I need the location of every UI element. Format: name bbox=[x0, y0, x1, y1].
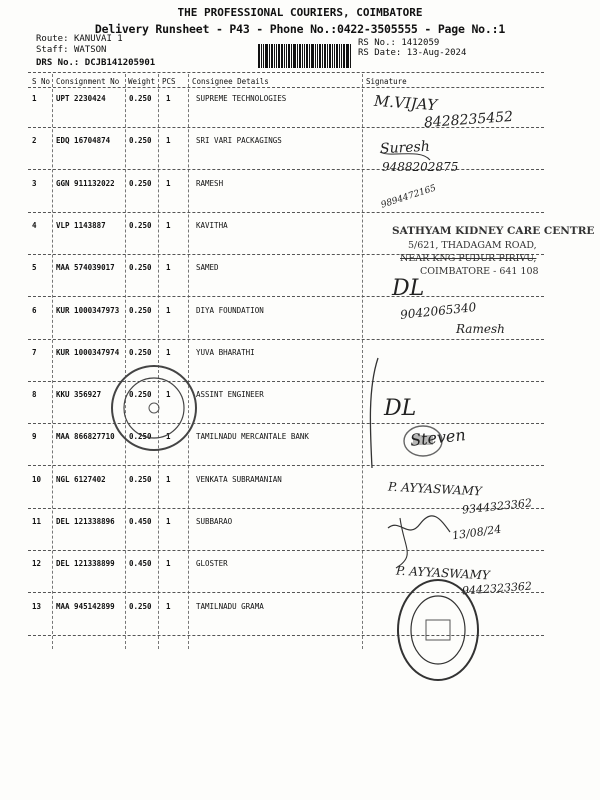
route-value: KANUVAI 1 bbox=[73, 34, 123, 44]
barcode-bar bbox=[324, 44, 326, 68]
row-consignee: SAMED bbox=[196, 263, 219, 273]
barcode-bar bbox=[319, 44, 321, 68]
route-line bbox=[36, 34, 123, 44]
rs-no-line bbox=[358, 38, 439, 48]
signature-11-date: 13/08/24 bbox=[451, 522, 503, 543]
row-sno: 13 bbox=[32, 601, 42, 611]
row-weight: 0.250 bbox=[129, 432, 152, 442]
col-divider bbox=[52, 74, 53, 649]
row-consignee: GLOSTER bbox=[196, 559, 228, 569]
barcode-bar bbox=[265, 44, 268, 68]
row-consignee: ASSINT ENGINEER bbox=[196, 390, 264, 400]
signature-11-phone: 9344323362 bbox=[461, 496, 533, 517]
barcode-bar bbox=[278, 44, 280, 68]
barcode-bar bbox=[317, 44, 318, 68]
stamp-line-3: NEAR KNG PUDUR PIRIVU, bbox=[400, 253, 537, 264]
row-consignment-no: EDQ 16704874 bbox=[56, 136, 111, 146]
barcode-bar bbox=[332, 44, 333, 68]
row-consignee: SUPREME TECHNOLOGIES bbox=[196, 94, 287, 103]
signature-8: DL bbox=[384, 396, 417, 421]
col-pcs: PCS bbox=[162, 77, 176, 86]
row-weight: 0.450 bbox=[129, 559, 152, 569]
row-sno: 3 bbox=[32, 178, 37, 188]
row-weight: 0.250 bbox=[129, 347, 152, 357]
staff-value: WATSON bbox=[73, 45, 107, 55]
barcode-bar bbox=[341, 44, 342, 68]
route-label: Route: bbox=[36, 34, 69, 44]
row-sno: 2 bbox=[32, 136, 37, 146]
barcode-bar bbox=[274, 44, 275, 68]
col-weight: Weight bbox=[128, 77, 156, 86]
row-pcs: 1 bbox=[166, 474, 171, 484]
barcode-bar bbox=[302, 44, 303, 68]
table-top-rule bbox=[28, 72, 544, 73]
row-sno: 9 bbox=[32, 432, 37, 442]
row-pcs: 1 bbox=[166, 263, 171, 273]
row-sno: 7 bbox=[32, 347, 37, 357]
company-title: THE PROFESSIONAL COURIERS, COIMBATORE bbox=[177, 6, 423, 19]
row-pcs: 1 bbox=[166, 601, 171, 611]
barcode-bar bbox=[334, 44, 335, 68]
barcode-bar bbox=[306, 44, 308, 68]
row-consignee: SUBBARAO bbox=[196, 517, 233, 526]
rs-no-value: 1412059 bbox=[401, 38, 440, 48]
row-consignment-no: KUR 1000347973 bbox=[56, 305, 120, 315]
row-pcs: 1 bbox=[166, 559, 171, 569]
staff-line bbox=[36, 45, 106, 55]
row-consignment-no: UPT 2230424 bbox=[56, 94, 106, 103]
row-sno: 12 bbox=[32, 559, 42, 569]
signature-12-name: P. AYYASWAMY bbox=[395, 563, 491, 583]
row-weight: 0.250 bbox=[129, 136, 152, 146]
barcode-bar bbox=[297, 44, 298, 68]
row-consignment-no: GGN 911132022 bbox=[56, 178, 115, 188]
row-consignment-no: NGL 6127402 bbox=[56, 474, 106, 484]
row-sno: 4 bbox=[32, 220, 37, 230]
row-sno: 5 bbox=[32, 263, 37, 273]
row-weight: 0.450 bbox=[129, 517, 152, 526]
row-pcs: 1 bbox=[166, 136, 171, 146]
row-pcs: 1 bbox=[166, 390, 171, 400]
signature-2-phone: 9488202875 bbox=[382, 160, 459, 174]
row-consignee: DIYA FOUNDATION bbox=[196, 305, 264, 315]
round-stamp-1 bbox=[108, 362, 200, 454]
row-consignment-no: KKU 356927 bbox=[56, 390, 102, 400]
row-pcs: 1 bbox=[166, 220, 171, 230]
col-signature: Signature bbox=[366, 77, 407, 86]
barcode-bar bbox=[322, 44, 323, 68]
row-weight: 0.250 bbox=[129, 474, 152, 484]
stamp-line-2: 5/621, THADAGAM ROAD, bbox=[408, 240, 537, 251]
stamp-line-4: COIMBATORE - 641 108 bbox=[420, 266, 539, 277]
barcode-bar bbox=[315, 44, 316, 68]
barcode-bar bbox=[271, 44, 273, 68]
barcode-bar bbox=[276, 44, 277, 68]
barcode-bar bbox=[261, 44, 262, 68]
row-weight: 0.250 bbox=[129, 390, 152, 400]
rs-date-label: RS Date: bbox=[358, 48, 402, 58]
row-weight: 0.250 bbox=[129, 178, 152, 188]
row-pcs: 1 bbox=[166, 178, 171, 188]
barcode-bar bbox=[304, 44, 305, 68]
barcode-bar bbox=[288, 44, 290, 68]
row-consignee: TAMILNADU MERCANTALE BANK bbox=[196, 432, 309, 442]
row-consignment-no: MAA 945142899 bbox=[56, 601, 115, 611]
drs-line bbox=[36, 58, 155, 68]
row-sno: 10 bbox=[32, 474, 42, 484]
row-weight: 0.250 bbox=[129, 601, 152, 611]
signature-10: P. AYYASWAMY bbox=[387, 479, 483, 499]
barcode-bar bbox=[346, 44, 349, 68]
row-sno: 1 bbox=[32, 94, 37, 103]
barcode-bar bbox=[263, 44, 264, 68]
rs-no-label: RS No.: bbox=[358, 38, 396, 48]
rs-date-value: 13-Aug-2024 bbox=[406, 48, 467, 58]
row-pcs: 1 bbox=[166, 347, 171, 357]
barcode-bar bbox=[269, 44, 270, 68]
row-consignee: RAMESH bbox=[196, 178, 224, 188]
signature-5: DL bbox=[392, 276, 425, 301]
row-pcs: 1 bbox=[166, 94, 171, 103]
signature-1-name: M.VIJAY bbox=[373, 91, 438, 115]
row-consignment-no: DEL 121338896 bbox=[56, 517, 115, 526]
signature-2-name: Suresh bbox=[379, 138, 431, 158]
signature-9: Steven bbox=[409, 425, 467, 450]
barcode-bar bbox=[350, 44, 351, 68]
runsheet-subtitle: Delivery Runsheet - P43 - Phone No.:0422-3505555 - Page No.:1 bbox=[94, 22, 506, 36]
signature-3-phone: 9894472165 bbox=[379, 183, 438, 211]
barcode-bar bbox=[299, 44, 301, 68]
barcode-bar bbox=[311, 44, 314, 68]
barcode-bar bbox=[258, 44, 260, 68]
barcode-bar bbox=[291, 44, 292, 68]
row-sno: 8 bbox=[32, 390, 37, 400]
signature-12-phone: 9442323362 bbox=[461, 579, 533, 598]
barcode-bar bbox=[339, 44, 340, 68]
signature-strokes bbox=[360, 88, 540, 648]
barcode-bar bbox=[336, 44, 338, 68]
signature-6-name: Ramesh bbox=[456, 322, 505, 336]
col-sno: S No bbox=[32, 77, 51, 86]
staff-label: Staff: bbox=[36, 45, 69, 55]
barcode-bar bbox=[281, 44, 284, 68]
row-consignee: YUVA BHARATHI bbox=[196, 347, 255, 357]
row-sno: 6 bbox=[32, 305, 37, 315]
barcode-bar bbox=[286, 44, 287, 68]
row-weight: 0.250 bbox=[129, 220, 152, 230]
barcode-bar bbox=[329, 44, 332, 68]
row-pcs: 1 bbox=[166, 305, 171, 315]
rs-date-line bbox=[358, 48, 466, 58]
barcode-bar bbox=[284, 44, 285, 68]
row-sno: 11 bbox=[32, 517, 42, 526]
row-weight: 0.250 bbox=[129, 263, 152, 273]
row-consignment-no: KUR 1000347974 bbox=[56, 347, 120, 357]
row-consignment-no: MAA 574039017 bbox=[56, 263, 115, 273]
stamp-line-1: SATHYAM KIDNEY CARE CENTRE bbox=[392, 225, 595, 237]
row-consignee: TAMILNADU GRAMA bbox=[196, 601, 264, 611]
row-consignee: VENKATA SUBRAMANIAN bbox=[196, 474, 282, 484]
row-consignment-no: MAA 866827710 bbox=[56, 432, 115, 442]
barcode-bar bbox=[293, 44, 296, 68]
row-consignment-no: VLP 1143887 bbox=[56, 220, 106, 230]
barcode bbox=[258, 44, 352, 68]
row-consignee: SRI VARI PACKAGINGS bbox=[196, 136, 282, 146]
row-weight: 0.250 bbox=[129, 305, 152, 315]
col-consignee: Consignee Details bbox=[192, 77, 269, 86]
col-consignment: Consignment No bbox=[56, 77, 120, 86]
signature-1-phone: 8428235452 bbox=[423, 108, 514, 132]
drs-value: DCJB141205901 bbox=[84, 58, 156, 68]
row-consignment-no: DEL 121338899 bbox=[56, 559, 115, 569]
barcode-bar bbox=[309, 44, 310, 68]
signature-6-phone: 9042065340 bbox=[399, 300, 477, 322]
row-weight: 0.250 bbox=[129, 94, 152, 103]
row-consignee: KAVITHA bbox=[196, 220, 228, 230]
barcode-bar bbox=[343, 44, 345, 68]
drs-label: DRS No.: bbox=[36, 58, 80, 68]
barcode-bar bbox=[327, 44, 328, 68]
row-pcs: 1 bbox=[166, 432, 171, 442]
row-pcs: 1 bbox=[166, 517, 171, 526]
